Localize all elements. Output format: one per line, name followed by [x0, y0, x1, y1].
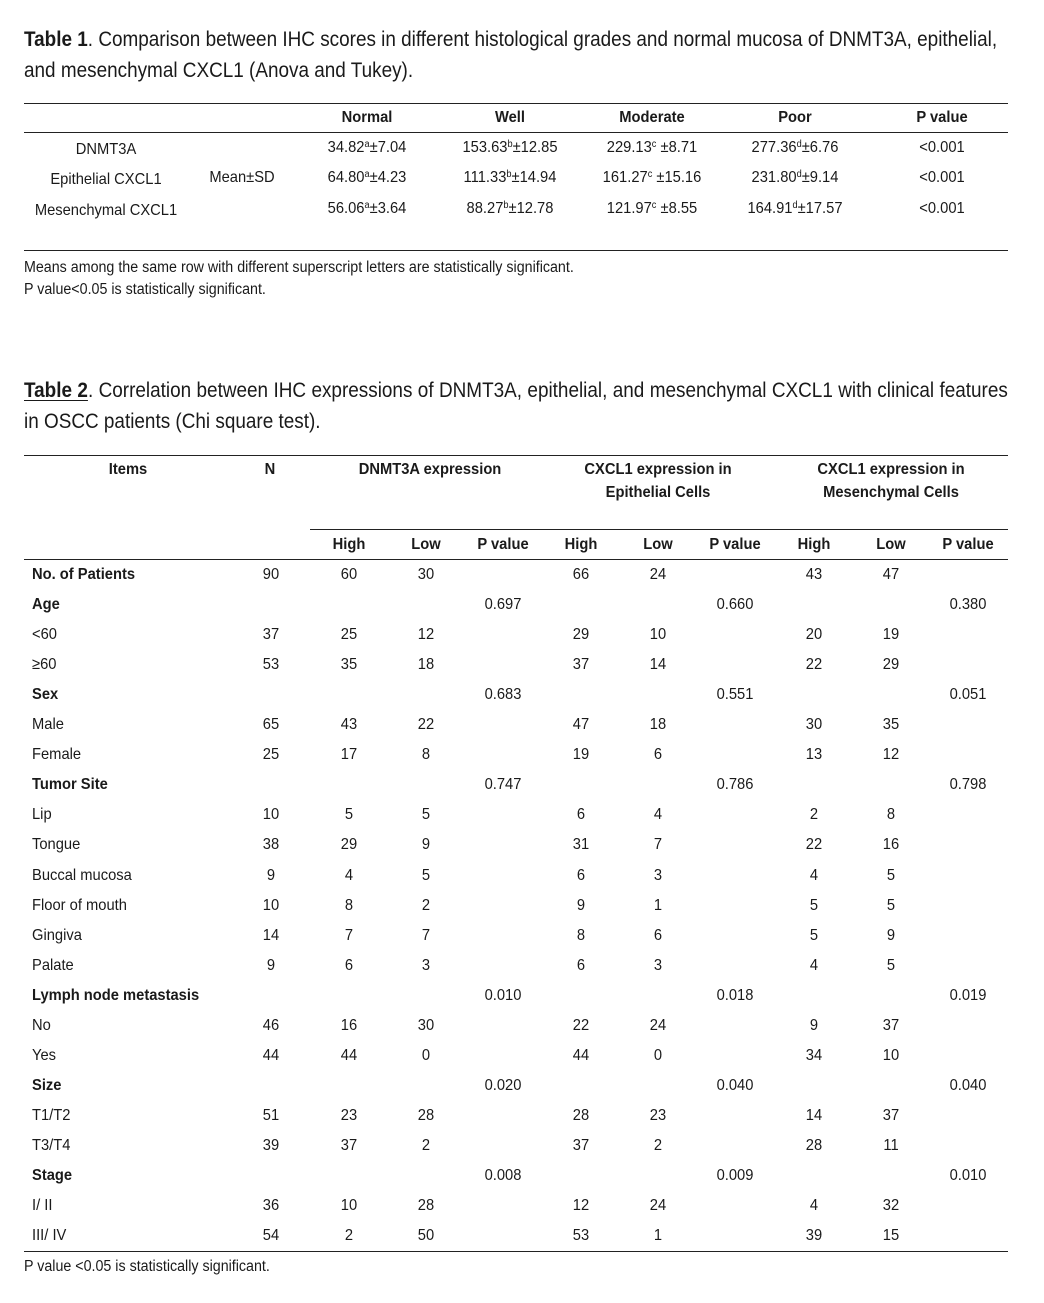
table2-cell: 28: [805, 1136, 823, 1154]
table2-cell: 18: [417, 656, 435, 674]
table2-cell-n: 51: [262, 1106, 280, 1124]
table2-subheader-5: P value: [709, 536, 761, 553]
table2-cell: 0.009: [716, 1167, 754, 1184]
table2-cell: 22: [805, 656, 823, 674]
table2-cell: 28: [417, 1106, 435, 1124]
table2-cell: 11: [883, 1136, 899, 1154]
table2-cell: 23: [340, 1106, 358, 1124]
table2-subheader-3: High: [564, 536, 598, 553]
table2-subheader-8: P value: [942, 536, 994, 553]
table2-header-mesenchymal-l2: Mesenchymal Cells: [823, 484, 959, 501]
table2-cell: 2: [344, 1227, 354, 1245]
table2-cell: 37: [882, 1106, 900, 1124]
table2-cell: 0.551: [716, 686, 754, 704]
table2-cell: 22: [572, 1016, 590, 1034]
table2-cell: 0.798: [949, 776, 987, 794]
table2-cell: 0.380: [949, 596, 987, 614]
table2-cell: 47: [882, 566, 900, 583]
table2-cell: 4: [344, 866, 354, 884]
table2-cell: 6: [344, 956, 354, 974]
table2-cell: 28: [417, 1197, 435, 1215]
table2-cell-n: 37: [262, 626, 280, 644]
table2-cell-n: 44: [262, 1046, 280, 1064]
table2-cell-n: 54: [262, 1227, 280, 1245]
table2-cell: 19: [882, 626, 900, 644]
table2-cell: 9: [576, 896, 586, 914]
table2-cell: 44: [340, 1046, 358, 1064]
table2-row-label: Palate: [32, 956, 74, 974]
table2-cell: 2: [421, 1136, 431, 1154]
table1-header-3: Poor: [778, 109, 812, 126]
table2-cell-n: 25: [262, 746, 280, 764]
table2-cell: 29: [882, 656, 900, 674]
table2-row-label: Size: [32, 1076, 62, 1094]
table1-cell: 121.97$^c$ ±8.55: [606, 200, 698, 217]
table2-cell: 43: [340, 716, 358, 734]
table2-cell: 18: [649, 716, 667, 734]
table2-cell: 3: [653, 866, 663, 884]
table2-cell: 3: [653, 956, 663, 974]
table2-subheader-2: P value: [477, 536, 529, 553]
table2-cell: 0: [653, 1046, 663, 1064]
table2-cell: 14: [805, 1106, 823, 1124]
table2-cell: 35: [340, 656, 358, 674]
table2-cell: 37: [882, 1016, 900, 1034]
table2-header-n: N: [264, 461, 276, 478]
table2-cell: 50: [417, 1227, 435, 1245]
table2-row-label: III/ IV: [32, 1227, 67, 1245]
table2-cell: 60: [340, 566, 358, 583]
table2-cell: 5: [344, 806, 354, 824]
table2-row-label: I/ II: [32, 1197, 53, 1215]
table1-cell: 64.80$^a$±4.23: [327, 169, 407, 186]
table2-cell: 2: [809, 806, 819, 824]
table2-subheader-1: Low: [411, 536, 441, 553]
table1-caption: [24, 24, 1008, 86]
table2-cell: 9: [886, 926, 896, 944]
table2-cell: 25: [340, 626, 358, 644]
table1-top-rule: [24, 103, 1008, 104]
table2-cell: 31: [572, 836, 590, 854]
table1-note-1: Means among the same row with different superscript letters are statistically significant.: [24, 259, 574, 276]
table1-cell: 56.06$^a$±3.64: [327, 200, 407, 217]
table2-cell-n: 39: [262, 1136, 280, 1154]
table2-cell: 0.019: [949, 986, 987, 1004]
table2-cell: 0.008: [484, 1167, 522, 1184]
table2-cell: 29: [340, 836, 358, 854]
table2-row-label: Tumor Site: [32, 776, 108, 794]
table2-group-rule: [310, 529, 1008, 530]
table2-cell-n: 9: [266, 866, 276, 884]
table2-cell: 1: [653, 896, 663, 914]
table2-row-label: Buccal mucosa: [32, 866, 132, 884]
table2-cell: 66: [572, 566, 590, 583]
table2-cell: 5: [886, 896, 896, 914]
table2-cell: 5: [809, 896, 819, 914]
table2-cell: 34: [805, 1046, 823, 1064]
table2-cell: 15: [882, 1227, 900, 1245]
table2-cell: 8: [344, 896, 354, 914]
table2-cell: 5: [421, 806, 431, 824]
table2-subheader-0: High: [332, 536, 366, 553]
table2-header-epithelial-l2: Epithelial Cells: [605, 484, 711, 501]
table2-cell: 12: [417, 626, 435, 644]
table2-cell: 8: [576, 926, 586, 944]
table2-cell: 5: [886, 956, 896, 974]
table2-top-rule: [24, 455, 1008, 456]
table2-row-label: Floor of mouth: [32, 896, 127, 914]
table2-cell: 30: [805, 716, 823, 734]
table2-cell: 32: [882, 1197, 900, 1215]
table1-cell: 88.27$^b$±12.78: [466, 200, 554, 217]
table2-cell: 17: [340, 746, 358, 764]
table2-cell-n: 10: [262, 896, 280, 914]
table2-row-label: Sex: [32, 686, 59, 704]
table2-cell: 6: [653, 926, 663, 944]
table1-cell: 164.91$^d$±17.57: [747, 200, 843, 217]
table2-cell: 2: [421, 896, 431, 914]
table2-row-label: <60: [32, 626, 57, 644]
table2-cell: 8: [886, 806, 896, 824]
table1-header-4: P value: [916, 109, 968, 126]
table2-cell: 47: [572, 716, 590, 734]
table1-cell: 231.80$^d$±9.14: [751, 169, 839, 186]
table2-cell: 28: [572, 1106, 590, 1124]
table1-note-2: P value<0.05 is statistically significant.: [24, 281, 266, 298]
table2-cell-n: 10: [262, 806, 280, 824]
table2-row-label: Yes: [32, 1046, 57, 1064]
table2-cell-n: 65: [262, 716, 280, 734]
table1-p-value: <0.001: [919, 200, 965, 217]
table2-row-label: Male: [32, 716, 64, 734]
table2-cell: 2: [653, 1136, 663, 1154]
table2-cell: 0.660: [716, 596, 754, 614]
table2-cell: 53: [572, 1227, 590, 1245]
table1-bottom-rule: [24, 250, 1008, 251]
table2-cell-n: 14: [262, 926, 280, 944]
table2-cell: 9: [421, 836, 431, 854]
table2-cell: 0.697: [484, 596, 522, 614]
table1-header-2: Moderate: [619, 109, 685, 126]
table2-cell: 5: [809, 926, 819, 944]
table2-cell: 22: [805, 836, 823, 854]
table1-p-value: <0.001: [919, 169, 965, 186]
table2-row-label: T1/T2: [32, 1106, 71, 1124]
table2-header-dnmt3a: DNMT3A expression: [358, 461, 502, 478]
table2-cell-n: 53: [262, 656, 280, 674]
table2-cell: 0.683: [484, 686, 522, 704]
table2-cell: 44: [572, 1046, 590, 1064]
table2-cell: 5: [886, 866, 896, 884]
table2-cell: 23: [649, 1106, 667, 1124]
table2-row-label: Female: [32, 746, 82, 764]
table2-cell: 37: [572, 656, 590, 674]
table2-cell: 8: [421, 746, 431, 764]
table2-cell-n: 9: [266, 956, 276, 974]
table2-cell: 3: [421, 956, 431, 974]
table2-cell: 6: [576, 866, 586, 884]
table2-cell: 14: [649, 656, 667, 674]
table1-cell: 34.82$^a$±7.04: [327, 139, 407, 156]
table2-bottom-rule: [24, 1251, 1008, 1252]
table2-cell: 0.040: [949, 1076, 987, 1094]
table2-cell: 0.051: [949, 686, 987, 704]
table1-cell: 153.63$^b$±12.85: [462, 139, 558, 156]
table2-cell: 6: [576, 956, 586, 974]
table2-cell: 13: [805, 746, 823, 764]
table2-cell: 4: [809, 956, 819, 974]
table2-cell-n: 36: [262, 1197, 280, 1215]
table2-cell: 0.020: [484, 1076, 522, 1094]
table2-subheader-7: Low: [876, 536, 906, 553]
table2-header-mesenchymal-l1: CXCL1 expression in: [817, 461, 965, 478]
table1-header-1: Well: [494, 109, 525, 126]
table2-cell: 29: [572, 626, 590, 644]
table2-row-label: Lymph node metastasis: [32, 986, 200, 1004]
table2-cell: 12: [882, 746, 900, 764]
table2-cell-n: 46: [262, 1016, 280, 1034]
table2-note: P value <0.05 is statistically significant.: [24, 1258, 270, 1275]
table2-cell: 0.010: [484, 986, 522, 1004]
table1-caption-label: Table 1: [24, 27, 88, 51]
table2-header-rule: [24, 559, 1008, 560]
table2-cell: 19: [572, 746, 590, 764]
table2-cell: 6: [576, 806, 586, 824]
table2-header-items: Items: [108, 461, 148, 478]
table1-row-label: Epithelial CXCL1: [50, 171, 162, 188]
table2-cell: 0.747: [484, 776, 522, 794]
table2-row-label: Gingiva: [32, 926, 82, 944]
table2-cell: 12: [572, 1197, 590, 1215]
table2-header-epithelial-l1: CXCL1 expression in: [584, 461, 732, 478]
table2-cell: 37: [572, 1136, 590, 1154]
table2-subheader-6: High: [797, 536, 831, 553]
table1-cell: 229.13$^c$ ±8.71: [606, 139, 698, 156]
table1-row-label: DNMT3A: [75, 141, 137, 158]
table2-row-label: Tongue: [32, 836, 81, 854]
table2-cell: 0.018: [716, 986, 754, 1004]
table2-cell: 9: [809, 1016, 819, 1034]
table2-cell: 30: [417, 1016, 435, 1034]
table2-subheader-4: Low: [643, 536, 673, 553]
table2-cell: 39: [805, 1227, 823, 1245]
table1-cell: 277.36$^d$±6.76: [751, 139, 839, 156]
table2-cell: 20: [805, 626, 823, 644]
table1-p-value: <0.001: [919, 139, 965, 156]
table2-cell: 16: [882, 836, 900, 854]
table2-cell: 4: [809, 1197, 819, 1215]
table2-cell: 37: [340, 1136, 358, 1154]
table2-cell: 4: [809, 866, 819, 884]
table2-cell: 35: [882, 716, 900, 734]
table2-row-label: ≥60: [32, 656, 57, 674]
table1-cell: 111.33$^b$±14.94: [463, 169, 557, 186]
table2-cell: 7: [653, 836, 663, 854]
table2-caption-text: . Correlation between IHC expressions of DNMT3A, epithelial, and mesenchymal CXCL1 with clinical features in OSCC patients (Chi square test).: [24, 378, 1008, 433]
table2-cell-n: 90: [262, 566, 280, 583]
table2-caption: [24, 375, 1008, 437]
table2-cell: 24: [649, 566, 667, 583]
table1-header-rule: [24, 132, 1008, 133]
table2-cell: 24: [649, 1197, 667, 1215]
table2-row-label: No. of Patients: [32, 566, 136, 583]
table2-cell: 0: [421, 1046, 431, 1064]
table2-cell: 24: [649, 1016, 667, 1034]
table2-cell: 5: [421, 866, 431, 884]
table2-cell: 0.010: [949, 1167, 987, 1184]
table2-cell: 6: [653, 746, 663, 764]
table2-row-label: Age: [32, 596, 60, 614]
table2-cell: 30: [417, 566, 435, 583]
table2-cell: 0.786: [716, 776, 754, 794]
table2-cell: 10: [649, 626, 667, 644]
table2-caption-label: Table 2: [24, 378, 88, 402]
table2-cell: 22: [417, 716, 435, 734]
table2-row-label: Lip: [32, 806, 52, 824]
table2-cell-n: 38: [262, 836, 280, 854]
table1-cell: 161.27$^c$ ±15.16: [602, 169, 702, 186]
table2-cell: 7: [344, 926, 354, 944]
table2-row-label: No: [32, 1016, 51, 1034]
table2-cell: 16: [340, 1016, 358, 1034]
table1-header-0: Normal: [341, 109, 393, 126]
table2-cell: 7: [421, 926, 431, 944]
table2-cell: 10: [882, 1046, 900, 1064]
table2-cell: 10: [340, 1197, 358, 1215]
table2-row-label: Stage: [32, 1167, 73, 1184]
table1-caption-text: . Comparison between IHC scores in different histological grades and normal mucosa of DNMT3A, epithelial, and mesenchymal CXCL1 (Anova and Tukey).: [24, 27, 998, 82]
table2-cell: 43: [805, 566, 823, 583]
table1-stat-label: Mean±SD: [209, 169, 275, 186]
table2-cell: 0.040: [716, 1076, 754, 1094]
table2-row-label: T3/T4: [32, 1136, 71, 1154]
table2-cell: 1: [653, 1227, 663, 1245]
table1-row-label: Mesenchymal CXCL1: [34, 202, 178, 219]
table2-cell: 4: [653, 806, 663, 824]
